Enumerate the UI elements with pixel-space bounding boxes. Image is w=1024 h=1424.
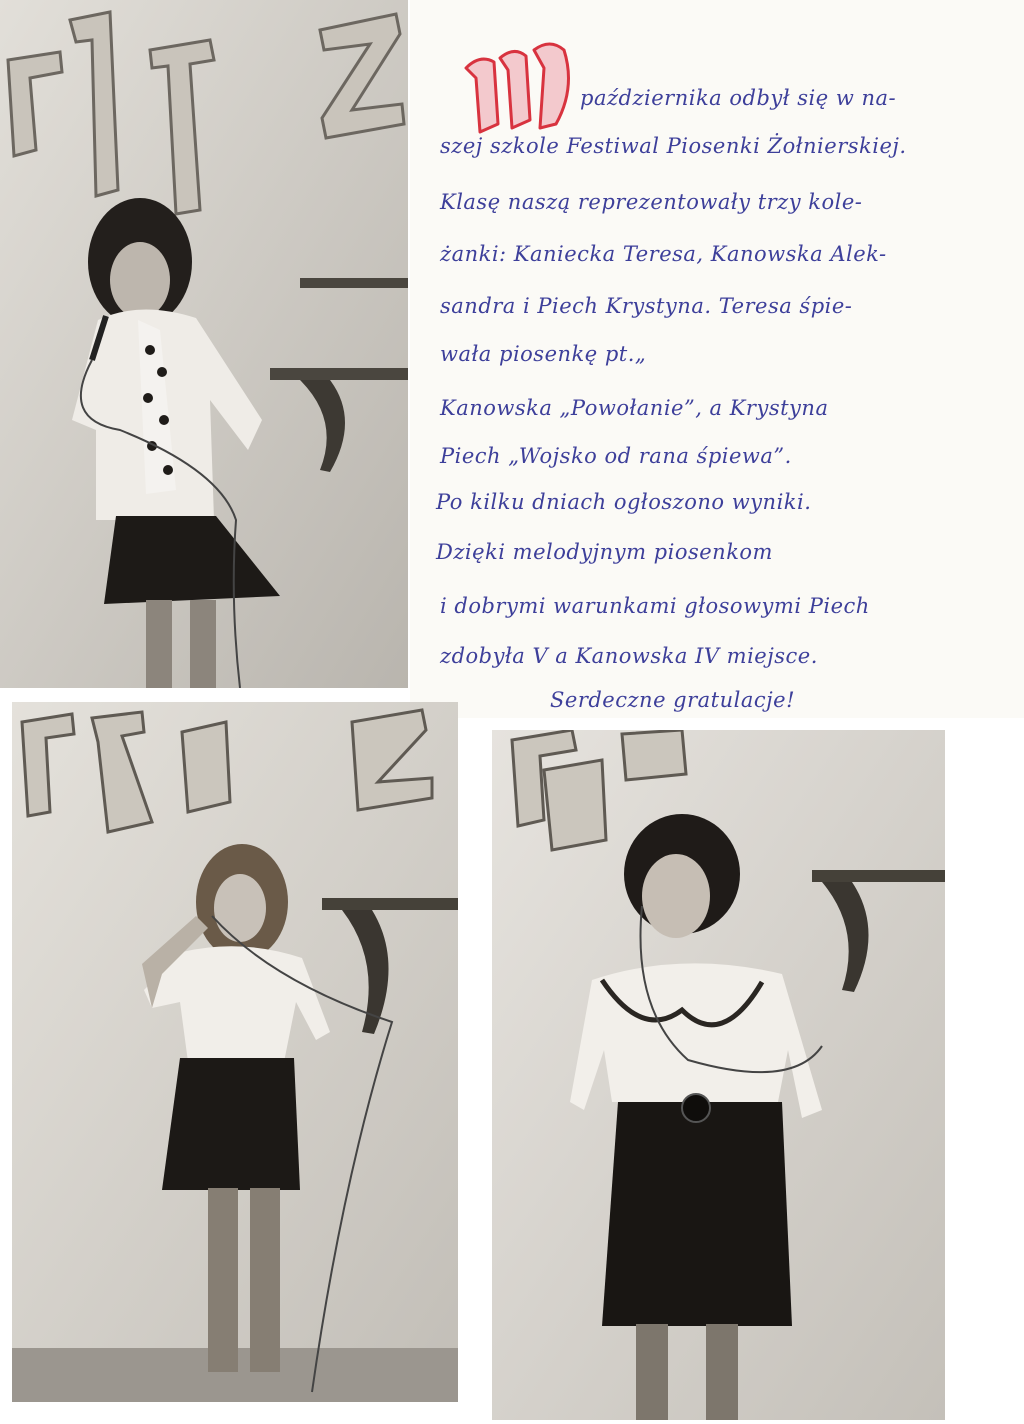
photo-singer-ruffled-blouse: [492, 730, 945, 1420]
text-line-6: wała piosenkę pt.„: [440, 342, 647, 366]
text-line-8: Piech „Wojsko od rana śpiewa”.: [440, 444, 792, 468]
text-line-5: sandra i Piech Krystyna. Teresa śpie-: [440, 294, 853, 318]
text-line-10: Dzięki melodyjnym piosenkom: [436, 540, 773, 564]
photo-singer-white-top: [12, 702, 458, 1402]
text-line-2: szej szkole Festiwal Piosenki Żołnierskiej.: [440, 134, 907, 158]
text-line-12: zdobyła V a Kanowska IV miejsce.: [440, 644, 818, 668]
initial-letter-w: [460, 28, 576, 138]
handwritten-page: [410, 0, 1024, 718]
text-line-13: Serdeczne gratulacje!: [550, 688, 796, 712]
text-line-1: października odbył się w na-: [580, 86, 897, 110]
text-line-3: Klasę naszą reprezentowały trzy kole-: [440, 190, 863, 214]
text-line-9: Po kilku dniach ogłoszono wyniki.: [436, 490, 812, 514]
text-line-11: i dobrymi warunkami głosowymi Piech: [440, 594, 870, 618]
photo-singer-polka-dot-scarf: [0, 0, 408, 688]
text-line-4: żanki: Kaniecka Teresa, Kanowska Alek-: [440, 242, 887, 266]
text-line-7: Kanowska „Powołanie”, a Krystyna: [440, 396, 829, 420]
